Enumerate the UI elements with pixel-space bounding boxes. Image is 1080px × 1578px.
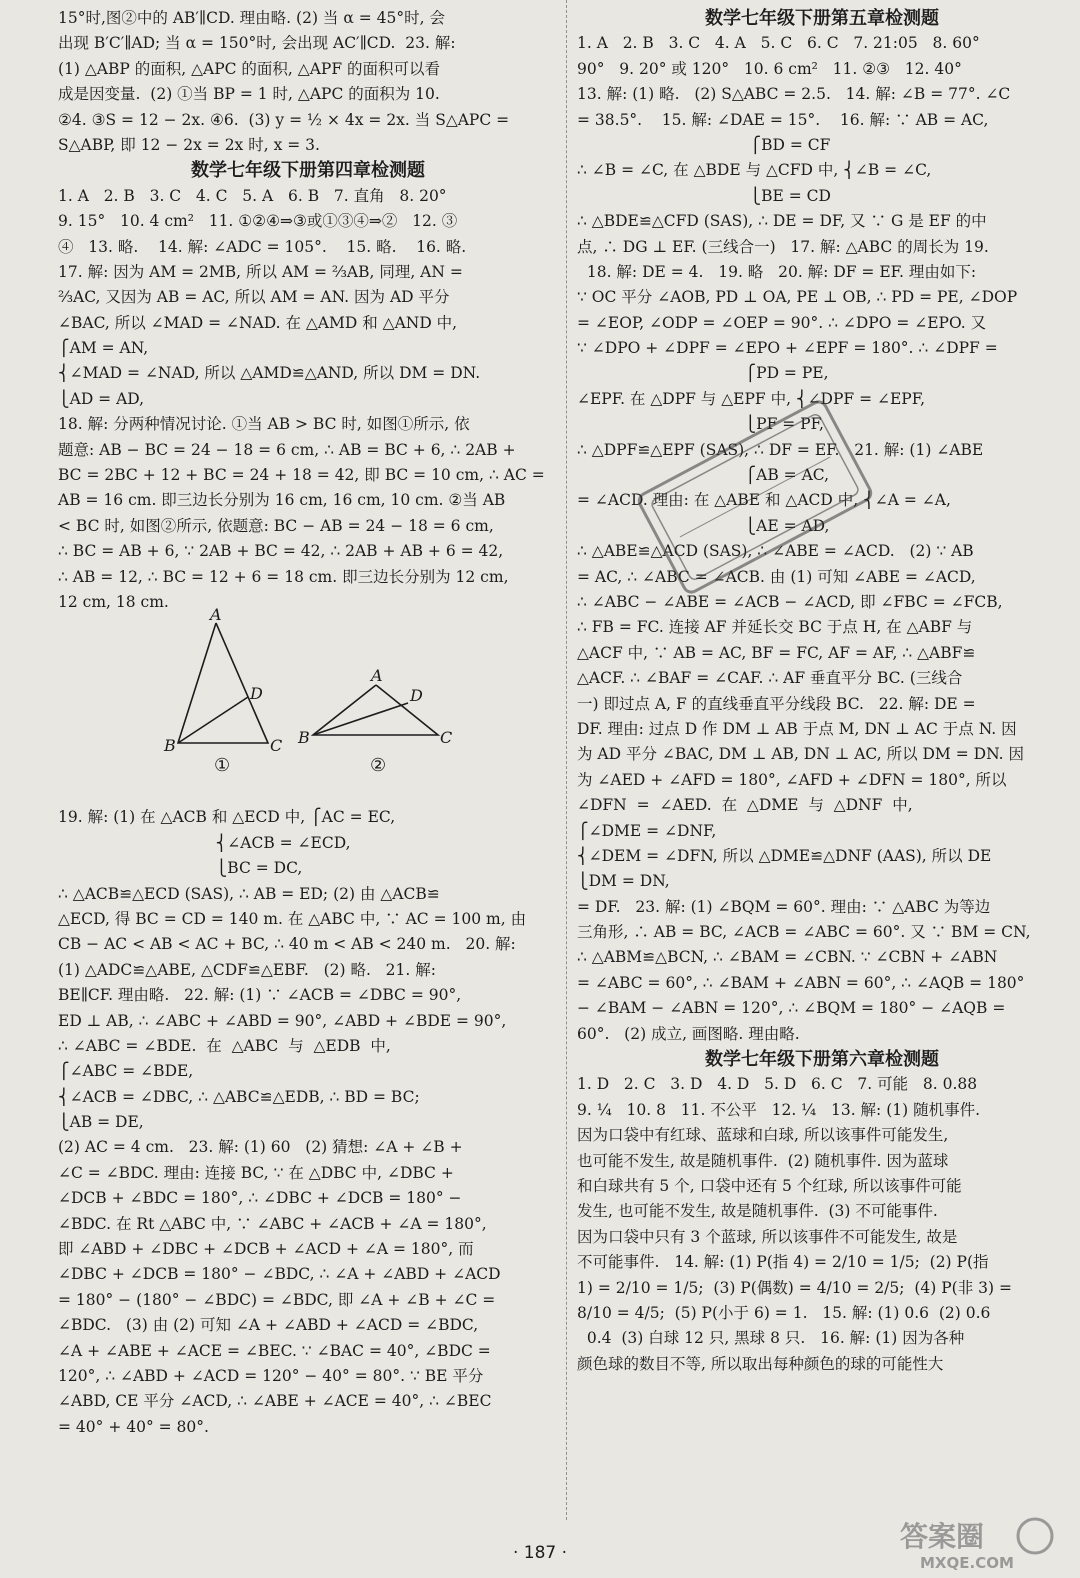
answer-line: 1. D 2. C 3. D 4. D 5. D 6. C 7. 可能 8. 0.88: [577, 1075, 978, 1094]
fig1-label-c: C: [270, 736, 283, 756]
answer-line: ⎨∠DEM = ∠DFN, 所以 △DME≌△DNF (AAS), 所以 DE: [577, 846, 992, 865]
answer-line: DF. 理由: 过点 D 作 DM ⊥ AB 于点 M, DN ⊥ AC 于点 N. 因: [577, 719, 1017, 738]
answer-line: 19. 解: (1) 在 △ACB 和 △ECD 中, ⎧AC = EC,: [58, 808, 396, 827]
answer-line: (1) △ABP 的面积, △APC 的面积, △APF 的面积可以看: [58, 59, 441, 78]
ink-stamp: [630, 372, 880, 622]
answer-line: ⎩PF = PF,: [577, 415, 824, 434]
answer-line: 点, ∴ DG ⊥ EF. (三线合一) 17. 解: △ABC 的周长为 19.: [577, 237, 989, 256]
answer-line: ∠DCB + ∠BDC = 180°, ∴ ∠DBC + ∠DCB = 180° −: [58, 1189, 462, 1208]
answer-line: AB = 16 cm. 即三边长分别为 16 cm, 16 cm, 10 cm. ②当 AB: [58, 491, 506, 510]
answer-line: ∠BAC, 所以 ∠MAD = ∠NAD. 在 △AMD 和 △AND 中,: [58, 313, 458, 332]
answer-line: = ∠ACD. 理由: 在 △ABE 和 △ACD 中, ⎨∠A = ∠A,: [577, 491, 951, 510]
svg-text:MXQE.COM: MXQE.COM: [920, 1554, 1014, 1572]
chapter-heading: 数学七年级下册第四章检测题: [191, 160, 425, 182]
answer-line: ∠ABD, CE 平分 ∠ACD, ∴ ∠ABE + ∠ACE = 40°, ∴ ∠BEC: [58, 1392, 492, 1411]
answer-line: ⎨∠ACB = ∠DBC, ∴ △ABC≌△EDB, ∴ BD = BC;: [58, 1087, 420, 1106]
answer-line: ∴ △DPF≌△EPF (SAS), ∴ DF = EF. 21. 解: (1) ∠ABE: [577, 440, 984, 459]
triangle-figures: [58, 605, 558, 805]
page-number: · 187 ·: [512, 1543, 568, 1563]
answer-line: ∴ FB = FC. 连接 AF 并延长交 BC 于点 H, 在 △ABF 与: [577, 618, 973, 637]
answer-line: ∠BDC. 在 Rt △ABC 中, ∵ ∠ABC + ∠ACB + ∠A = 180°,: [58, 1214, 487, 1233]
answer-line: ⎧AB = AC,: [577, 466, 829, 485]
answer-line: 15°时,图②中的 AB′∥CD. 理由略. (2) 当 α = 45°时, 会: [58, 9, 445, 27]
answer-line: 也可能不发生, 故是随机事件. (2) 随机事件. 因为蓝球: [577, 1151, 949, 1170]
answer-line: 和白球共有 5 个, 口袋中还有 5 个红球, 所以该事件可能: [577, 1176, 962, 1195]
answer-line: ⎧AM = AN,: [58, 339, 149, 358]
answer-line: ⎩BE = CD: [577, 186, 831, 205]
answer-line: 0.4 (3) 白球 12 只, 黑球 8 只. 16. 解: (1) 因为各种: [577, 1329, 965, 1348]
right-column: [577, 6, 1067, 1377]
answer-line: CB − AC < AB < AC + BC, ∴ 40 m < AB < 240 m. 20. 解:: [58, 935, 516, 954]
answer-line: 即 ∠ABD + ∠DBC + ∠DCB + ∠ACD + ∠A = 180°, 而: [58, 1240, 474, 1259]
answer-line: (1) △ADC≌△ABE, △CDF≌△EBF. (2) 略. 21. 解:: [58, 960, 436, 979]
answer-line: ∵ ∠DPO + ∠DPF = ∠EPO + ∠EPF = 180°. ∴ ∠DPF =: [577, 339, 998, 358]
answer-line: ∠EPF. 在 △DPF 与 △EPF 中, ⎨∠DPF = ∠EPF,: [577, 389, 926, 408]
fig2-caption: ②: [370, 755, 387, 777]
answer-line: 9. ¼ 10. 8 11. 不公平 12. ¼ 13. 解: (1) 随机事件.: [577, 1100, 981, 1119]
answer-line: 17. 解: 因为 AM = 2MB, 所以 AM = ⅔AB, 同理, AN =: [58, 262, 463, 281]
answer-line: ⎧∠ABC = ∠BDE,: [58, 1062, 194, 1081]
answer-line: ⅔AC, 又因为 AB = AC, 所以 AM = AN. 因为 AD 平分: [58, 288, 450, 307]
fig1-label-a: A: [210, 605, 222, 625]
answer-line: 为 AD 平分 ∠BAC, DM ⊥ AB, DN ⊥ AC, 所以 DM = DN. 因: [577, 745, 1024, 764]
answer-line: (2) AC = 4 cm. 23. 解: (1) 60 (2) 猜想: ∠A + ∠B +: [58, 1138, 463, 1157]
column-divider: [566, 0, 568, 1520]
fig2-label-a: A: [371, 666, 383, 686]
fig2-label-c: C: [440, 728, 453, 748]
answer-line: 成是因变量. (2) ①当 BP = 1 时, △APC 的面积为 10.: [58, 85, 440, 104]
answer-line: 发生, 也可能不发生, 故是随机事件. (3) 不可能事件.: [577, 1202, 938, 1221]
answer-line: ∠DFN = ∠AED. 在 △DME 与 △DNF 中,: [577, 796, 913, 815]
answer-line: ⎧PD = PE,: [577, 364, 829, 383]
answer-line: ∴ BC = AB + 6, ∵ 2AB + BC = 42, ∴ 2AB + AB + 6 = 42,: [58, 542, 504, 561]
answer-line: 1. A 2. B 3. C 4. C 5. A 6. B 7. 直角 8. 20°: [58, 186, 447, 205]
answer-line: △ECD, 得 BC = CD = 140 m. 在 △ABC 中, ∵ AC = 100 m, 由: [58, 909, 527, 928]
answer-line: 60°. (2) 成立, 画图略. 理由略.: [577, 1024, 800, 1043]
answer-line: = ∠ABC = 60°, ∴ ∠BAM + ∠ABN = 60°, ∴ ∠AQB = 180°: [577, 973, 1025, 992]
answer-line: ④ 13. 略. 14. 解: ∠ADC = 105°. 15. 略. 16. 略.: [58, 237, 467, 256]
answer-line: ∴ ∠B = ∠C, 在 △BDE 与 △CFD 中, ⎨∠B = ∠C,: [577, 161, 932, 180]
answer-line: 因为口袋中有红球、蓝球和白球, 所以该事件可能发生,: [577, 1126, 949, 1145]
fig2-label-b: B: [298, 728, 310, 748]
answer-line: 三角形, ∴ AB = BC, ∠ACB = ∠ABC = 60°. 又 ∵ BM = CN,: [577, 923, 1031, 942]
svg-text:答案圈: 答案圈: [900, 1520, 985, 1553]
answer-line: 120°, ∴ ∠ABD + ∠ACD = 120° − 40° = 80°. ∵ BE 平分: [58, 1366, 484, 1385]
answer-line: 1. A 2. B 3. C 4. A 5. C 6. C 7. 21:05 8. 60°: [577, 34, 980, 53]
fig2-label-d: D: [410, 686, 423, 706]
answer-line: 为 ∠AED + ∠AFD = 180°, ∠AFD + ∠DFN = 180°, 所以: [577, 770, 1007, 789]
segment-bd-2: [313, 703, 408, 735]
answer-line: = ∠EOP, ∠ODP = ∠OEP = 90°. ∴ ∠DPO = ∠EPO. 又: [577, 313, 987, 332]
answer-line: ⎩AE = AD,: [577, 516, 830, 535]
answer-line: ⎩BC = DC,: [58, 859, 303, 878]
answer-line: = 180° − (180° − ∠BDC) = ∠BDC, 即 ∠A + ∠B + ∠C =: [58, 1290, 496, 1309]
answer-line: 不可能事件. 14. 解: (1) P(指 4) = 2/10 = 1/5; (2) P(指: [577, 1253, 989, 1272]
triangle-1: [178, 623, 268, 743]
answer-line: 题意: AB − BC = 24 − 18 = 6 cm, ∴ AB = BC + 6, ∴ 2AB +: [58, 440, 516, 459]
answer-line: ED ⊥ AB, ∴ ∠ABC + ∠ABD = 90°, ∠ABD + ∠BDE = 90°,: [58, 1011, 507, 1030]
answer-line: ⎩AD = AD,: [58, 389, 145, 408]
answer-line: ∠C = ∠BDC. 理由: 连接 BC, ∵ 在 △DBC 中, ∠DBC +: [58, 1163, 454, 1182]
answer-line: ∴ △ABM≌△BCN, ∴ ∠BAM = ∠CBN. ∵ ∠CBN + ∠ABN: [577, 948, 998, 967]
answer-line: ⎩AB = DE,: [58, 1113, 144, 1132]
answer-line: 13. 解: (1) 略. (2) S△ABC = 2.5. 14. 解: ∠B = 77°. ∠C: [577, 85, 1011, 104]
answer-line: BC = 2BC + 12 + BC = 24 + 18 = 42, 即 BC = 10 cm, ∴ AC =: [58, 466, 545, 485]
answer-line: ∴ ∠ABC = ∠BDE. 在 △ABC 与 △EDB 中,: [58, 1036, 391, 1055]
answer-line: ∠DBC + ∠DCB = 180° − ∠BDC, ∴ ∠A + ∠ABD + ∠ACD: [58, 1265, 501, 1284]
answer-line: ②4. ③S = 12 − 2x. ④6. (3) y = ½ × 4x = 2x. 当 S△APC =: [58, 110, 510, 129]
segment-bd-1: [178, 697, 248, 743]
answer-line: = 38.5°. 15. 解: ∠DAE = 15°. 16. 解: ∵ AB = AC,: [577, 110, 989, 129]
answer-line: ∠BDC. (3) 由 (2) 可知 ∠A + ∠ABD + ∠ACD = ∠BDC,: [58, 1316, 479, 1335]
chapter-heading: 数学七年级下册第五章检测题: [705, 8, 939, 29]
answer-line: 9. 15° 10. 4 cm² 11. ①②④⇒③或①③④⇒② 12. ③: [58, 212, 458, 231]
answer-line: BE∥CF. 理由略. 22. 解: (1) ∵ ∠ACB = ∠DBC = 90°,: [58, 986, 462, 1005]
fig1-label-b: B: [164, 736, 176, 756]
site-watermark-logo: [890, 1512, 1066, 1572]
answer-line: S△ABP, 即 12 − 2x = 2x 时, x = 3.: [58, 135, 320, 154]
fig1-label-d: D: [250, 684, 263, 704]
answer-line: ⎩DM = DN,: [577, 872, 670, 891]
answer-line: 18. 解: 分两种情况讨论. ①当 AB > BC 时, 如图①所示, 依: [58, 415, 470, 434]
answer-line: 90° 9. 20° 或 120° 10. 6 cm² 11. ②③ 12. 40°: [577, 59, 962, 78]
answer-line: ∴ ∠ABC − ∠ABE = ∠ACB − ∠ACD, 即 ∠FBC = ∠FCB,: [577, 592, 1003, 611]
answer-line: < BC 时, 如图②所示, 依题意: BC − AB = 24 − 18 = 6 cm,: [58, 516, 494, 535]
answer-line: = DF. 23. 解: (1) ∠BQM = 60°. 理由: ∵ △ABC 为等边: [577, 897, 991, 916]
answer-line: 18. 解: DE = 4. 19. 略 20. 解: DF = EF. 理由如下:: [577, 262, 977, 281]
fig1-caption: ①: [214, 755, 231, 777]
answer-line: 颜色球的数目不等, 所以取出每种颜色的球的可能性大: [577, 1354, 944, 1373]
answer-line: 出现 B′C′∥AD; 当 α = 150°时, 会出现 AC′∥CD. 23. 解:: [58, 34, 456, 53]
answer-line: ∴ △ACB≌△ECD (SAS), ∴ AB = ED; (2) 由 △ACB≌: [58, 884, 440, 903]
answer-line: △ACF. ∴ ∠BAF = ∠CAF. ∴ AF 垂直平分 BC. (三线合: [577, 669, 963, 688]
answer-line: ⎧BD = CF: [577, 135, 831, 154]
answer-line: ⎨∠ACB = ∠ECD,: [58, 833, 351, 852]
answer-line: 12 cm, 18 cm.: [58, 592, 169, 611]
answer-line: ⎨∠MAD = ∠NAD, 所以 △AMD≌△AND, 所以 DM = DN.: [58, 364, 481, 383]
answer-line: 一) 即过点 A, F 的直线垂直平分线段 BC. 22. 解: DE =: [577, 694, 976, 713]
answer-line: ∵ OC 平分 ∠AOB, PD ⊥ OA, PE ⊥ OB, ∴ PD = PE, ∠DOP: [577, 288, 1018, 307]
answer-line: = AC, ∴ ∠ABC = ∠ACB. 由 (1) 可知 ∠ABE = ∠ACD,: [577, 567, 976, 586]
answer-line: = 40° + 40° = 80°.: [58, 1417, 209, 1436]
answer-line: ∴ △ABE≌△ACD (SAS), ∴ ∠ABE = ∠ACD. (2) ∵ AB: [577, 542, 974, 561]
answer-line: △ACF 中, ∵ AB = AC, BF = FC, AF = AF, ∴ △ABF≌: [577, 643, 976, 662]
answer-line: 因为口袋中只有 3 个蓝球, 所以该事件不可能发生, 故是: [577, 1227, 958, 1246]
answer-line: 8/10 = 4/5; (5) P(小于 6) = 1. 15. 解: (1) 0.6 (2) 0.6: [577, 1303, 991, 1322]
left-column: [58, 6, 558, 1440]
chapter-heading: 数学七年级下册第六章检测题: [705, 1049, 939, 1071]
answer-line: ∴ △BDE≌△CFD (SAS), ∴ DE = DF, 又 ∵ G 是 EF 的中: [577, 212, 987, 231]
answer-line: ∴ AB = 12, ∴ BC = 12 + 6 = 18 cm. 即三边长分别为 12 cm,: [58, 567, 509, 586]
answer-line: 1) = 2/10 = 1/5; (3) P(偶数) = 4/10 = 2/5; (4) P(非 3) =: [577, 1278, 1012, 1297]
answer-line: ⎧∠DME = ∠DNF,: [577, 821, 717, 840]
answer-line: ∠A + ∠ABE + ∠ACE = ∠BEC. ∵ ∠BAC = 40°, ∠BDC =: [58, 1341, 491, 1360]
answer-line: − ∠BAM − ∠ABN = 120°, ∴ ∠BQM = 180° − ∠AQB =: [577, 999, 1006, 1018]
